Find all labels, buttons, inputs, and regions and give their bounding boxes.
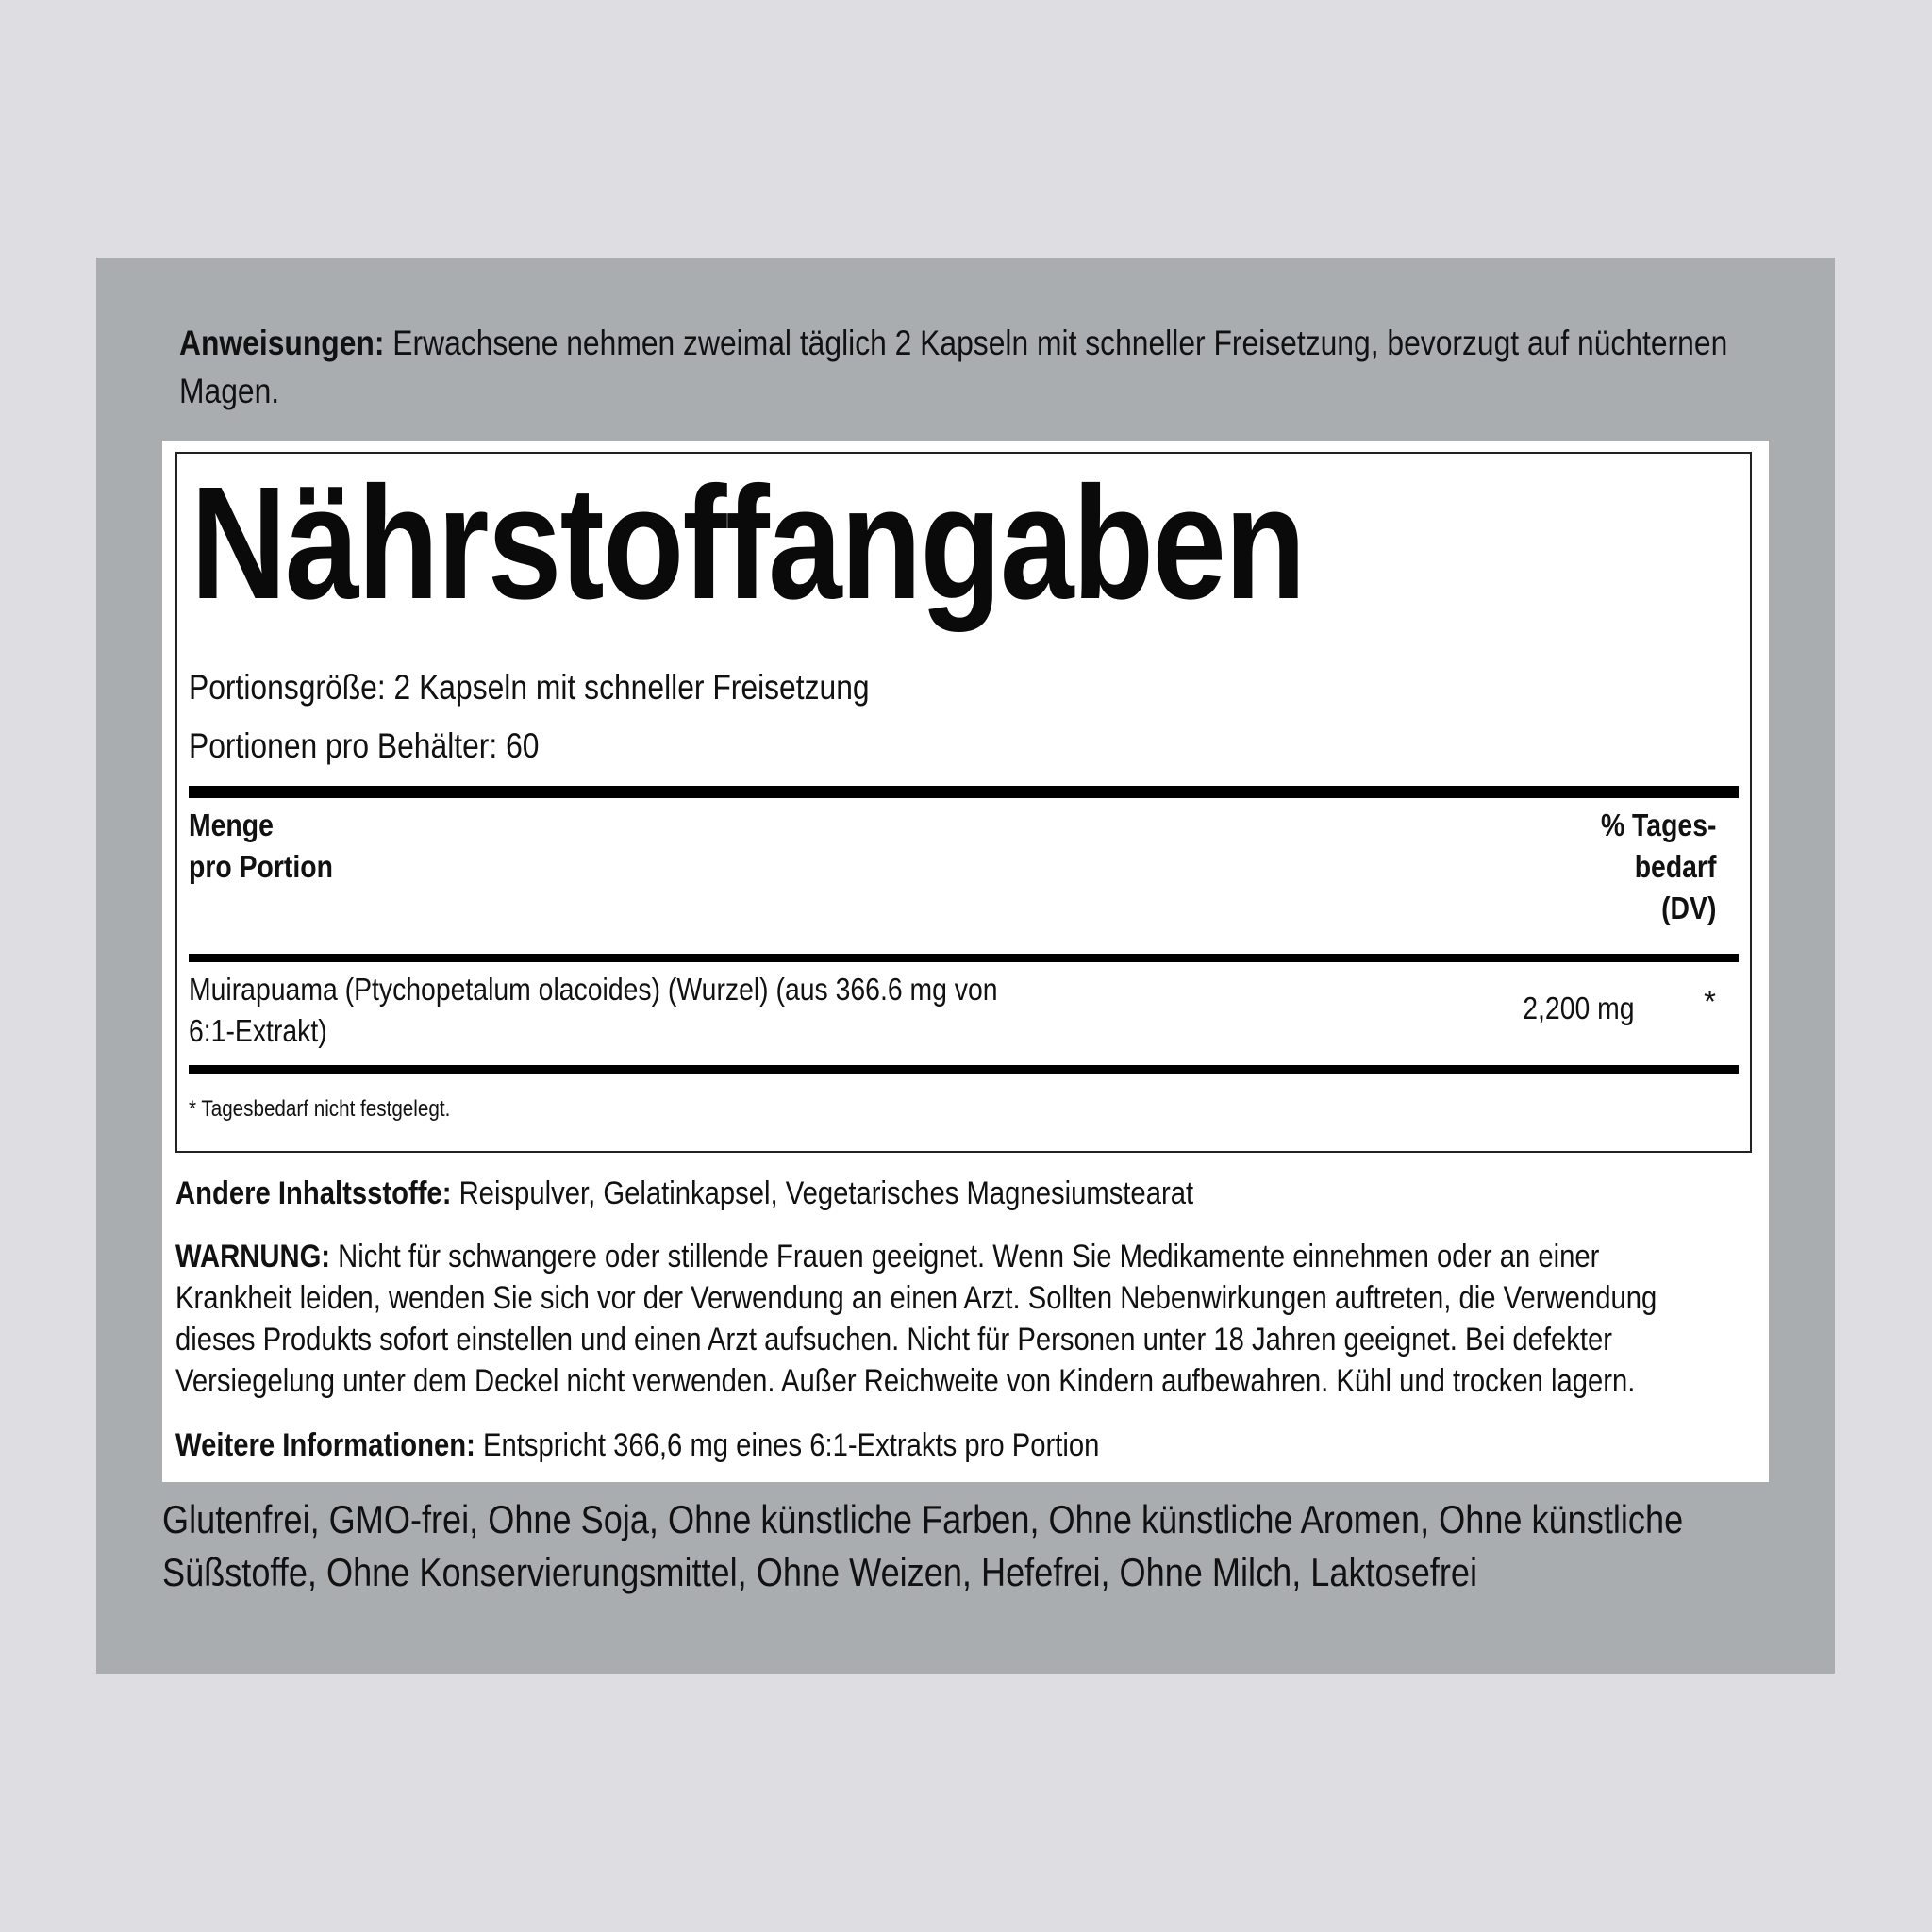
warning-text: Nicht für schwangere oder stillende Frauen geeignet. Wenn Sie Medikamente einnehmen oder an einer Krankheit leiden, wenden Sie sich vor der Verwendung an einen Arzt. Sollten Nebenwirkungen auftreten, die Verwendung dieses Produkts sofort einstellen und einen Arzt aufsuchen. Nicht für Personen unter 18 Jahren geeignet. Bei defekter Versiegelung unter dem Deckel nicht verwenden. Außer Reichweite von Kindern aufbewahren. Kühl und trocken lagern. — [175, 1239, 1657, 1399]
more-info-label: Weitere Informationen: — [175, 1427, 475, 1463]
label-panel — [96, 258, 1835, 1674]
ingredient-name: Muirapuama (Ptychopetalum olacoides) (Wurzel) (aus 366.6 mg von 6:1-Extrakt) — [189, 972, 998, 1048]
warning-label: WARNUNG: — [175, 1239, 331, 1274]
other-ingredients — [175, 1173, 1717, 1214]
header-amount-line2: pro Portion — [189, 849, 333, 884]
header-dv-line2: bedarf — [1634, 849, 1716, 884]
serving-size: Portionsgröße: 2 Kapseln mit schneller Freisetzung — [189, 668, 870, 707]
supplement-facts-card — [162, 441, 1769, 1482]
bottom-divider — [189, 1065, 1739, 1074]
directions — [179, 319, 1761, 415]
other-ingredients-label: Andere Inhaltsstoffe: — [175, 1175, 452, 1211]
ingredient-amount: 2,200 mg — [1523, 991, 1635, 1025]
directions-text: Erwachsene nehmen zweimal täglich 2 Kapseln mit schneller Freisetzung, bevorzugt auf nüchternen Magen. — [179, 324, 1728, 410]
medium-divider — [189, 954, 1739, 962]
facts-title: Nährstoffangaben — [191, 454, 1305, 633]
servings-per-container: Portionen pro Behälter: 60 — [189, 726, 540, 765]
thick-divider — [189, 786, 1739, 798]
header-amount-line1: Menge — [189, 808, 274, 842]
more-info — [175, 1424, 1717, 1466]
directions-label: Anweisungen: — [179, 324, 385, 362]
other-ingredients-text: Reispulver, Gelatinkapsel, Vegetarisches Magnesiumstearat — [451, 1175, 1194, 1211]
header-dv-line1: % Tages- — [1600, 808, 1716, 842]
footnote: * Tagesbedarf nicht festgelegt. — [189, 1096, 451, 1122]
nutrition-facts-box — [175, 452, 1752, 1153]
header-dv-line3: (DV) — [1660, 891, 1716, 925]
free-from-claims: Glutenfrei, GMO-frei, Ohne Soja, Ohne künstliche Farben, Ohne künstliche Aromen, Ohne künstliche Süßstoffe, Ohne Konservierungsmittel, Ohne Weizen, Hefefrei, Ohne Milch, Laktosefrei — [162, 1497, 1684, 1594]
warning — [175, 1236, 1717, 1402]
daily-value-header — [1601, 805, 1716, 929]
more-info-text: Entspricht 366,6 mg eines 6:1-Extrakts pro Portion — [475, 1427, 1100, 1463]
ingredient-dv: * — [1704, 984, 1716, 1019]
amount-per-serving-header — [189, 805, 333, 888]
